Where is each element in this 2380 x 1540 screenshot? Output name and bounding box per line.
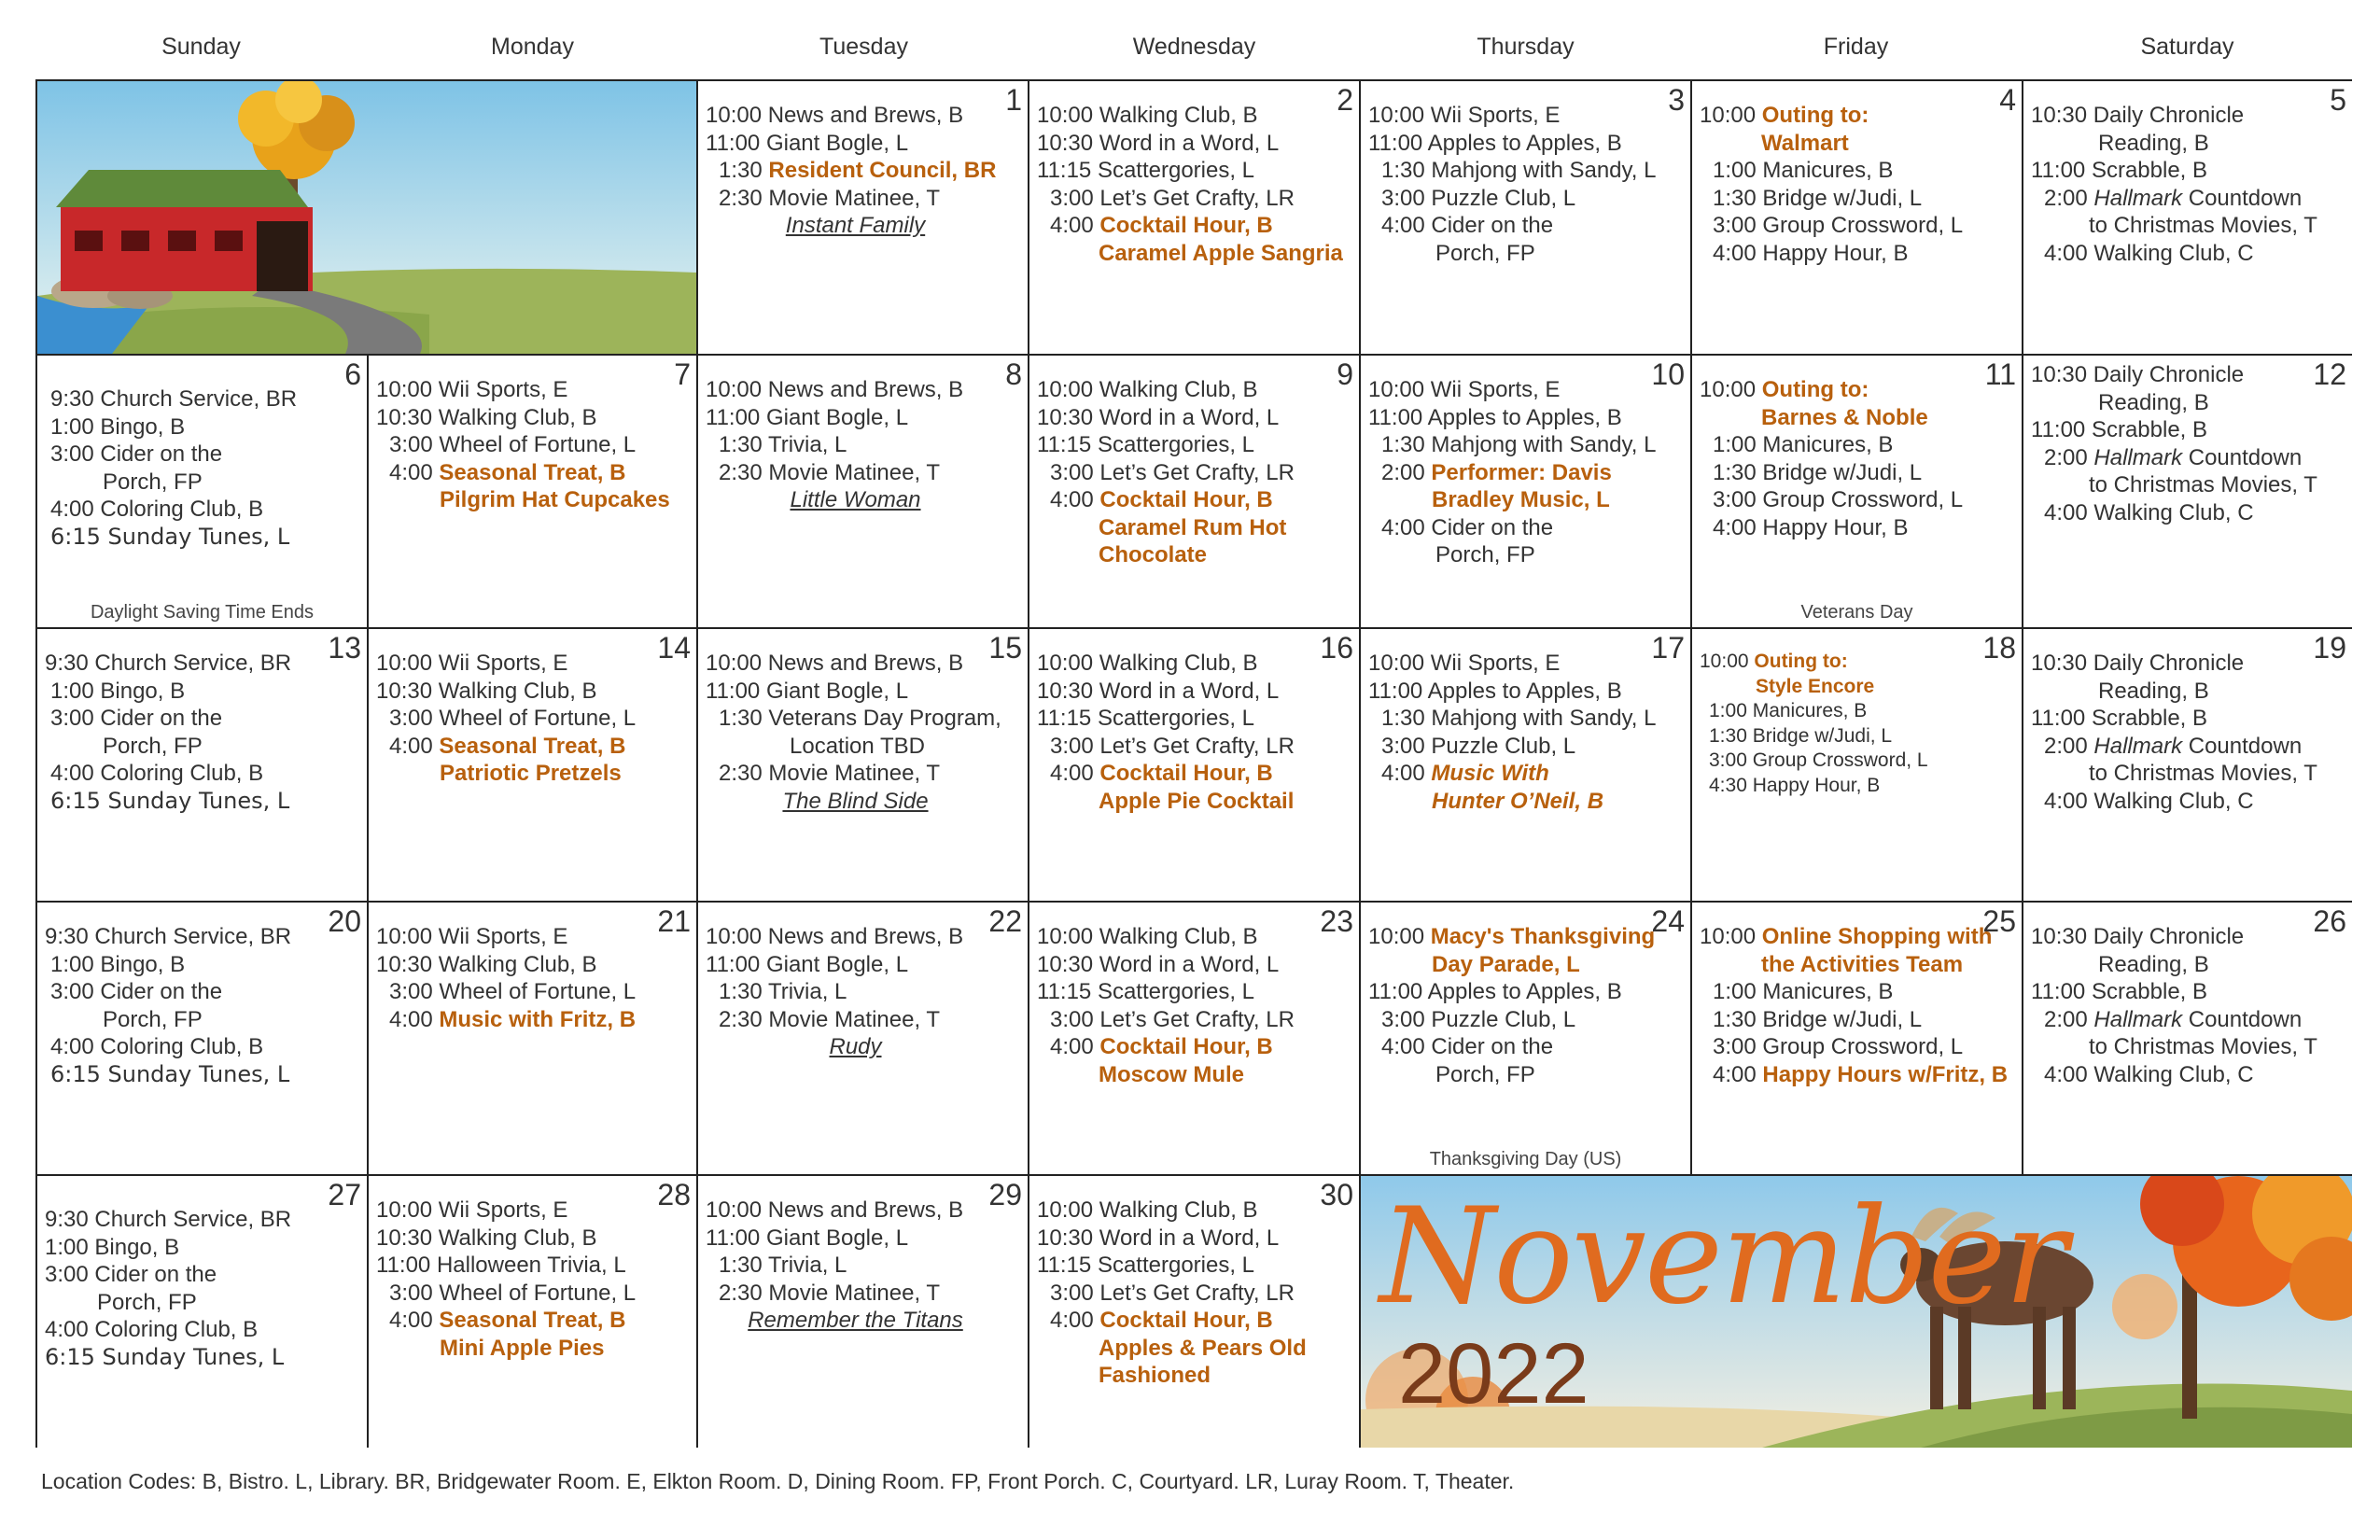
- dow-sunday: Sunday: [161, 34, 241, 60]
- event-line: 11:15 Scattergories, L: [1037, 979, 1255, 1004]
- day-number: 15: [988, 631, 1022, 665]
- movie-title: Little Woman: [790, 487, 921, 512]
- day-cell-28[interactable]: [369, 1176, 698, 1448]
- event-list: [1368, 376, 1687, 569]
- event-line: 4:00 Seasonal Treat, B: [389, 733, 626, 759]
- day-number: 21: [657, 904, 691, 938]
- event-line: 4:00 Cocktail Hour, B: [1050, 761, 1273, 786]
- event-list: [376, 1197, 693, 1362]
- event-line: 10:00 News and Brews, B: [706, 651, 964, 676]
- event-line: 11:00 Scrabble, B: [2031, 706, 2208, 731]
- event-list: [45, 650, 363, 815]
- day-number: 13: [328, 631, 361, 665]
- event-line: Apple Pie Cocktail: [1099, 788, 1295, 814]
- event-line: Style Encore: [1756, 675, 1875, 697]
- event-line: 3:00 Puzzle Club, L: [1381, 733, 1576, 759]
- event-line: 1:30 Bridge w/Judi, L: [1709, 724, 1893, 747]
- event-line: 4:00 Seasonal Treat, B: [389, 1308, 626, 1333]
- event-line: 2:00 Hallmark Countdown: [2044, 1006, 2303, 1032]
- event-line: 9:30 Church Service, BR: [45, 651, 292, 676]
- day-cell-17[interactable]: [1361, 629, 1692, 903]
- day-cell-1[interactable]: [698, 81, 1029, 356]
- event-line: to Christmas Movies, T: [2089, 761, 2317, 786]
- event-line: Day Parade, L: [1432, 951, 1580, 977]
- day-cell-12[interactable]: [2023, 356, 2352, 629]
- event-line: 1:30 Mahjong with Sandy, L: [1381, 158, 1657, 183]
- event-line: 2:00 Performer: Davis: [1381, 459, 1612, 485]
- event-line: 4:00 Happy Hours w/Fritz, B: [1713, 1061, 2009, 1087]
- event-line: 10:30 Daily Chronicle: [2031, 924, 2245, 949]
- event-line: 3:00 Cider on the: [50, 979, 223, 1004]
- event-line: 3:00 Puzzle Club, L: [1381, 185, 1576, 211]
- dow-saturday: Saturday: [2140, 34, 2234, 60]
- event-line: 10:30 Word in a Word, L: [1037, 951, 1280, 977]
- day-number: 5: [2330, 83, 2346, 117]
- event-line: 6:15 Sunday Tunes, L: [50, 787, 290, 814]
- day-cell-3[interactable]: [1361, 81, 1692, 356]
- day-number: 17: [1651, 631, 1685, 665]
- event-line: Hunter O’Neil, B: [1432, 788, 1604, 814]
- event-line: 1:30 Trivia, L: [719, 979, 847, 1004]
- event-list: [1037, 1197, 1355, 1390]
- event-line: 6:15 Sunday Tunes, L: [50, 523, 290, 550]
- event-line: 11:00 Apples to Apples, B: [1368, 404, 1622, 430]
- day-number: 18: [1982, 631, 2016, 665]
- event-list: [706, 102, 1024, 240]
- day-number: 8: [1005, 357, 1022, 391]
- event-line: 2:30 Movie Matinee, T: [719, 1006, 941, 1032]
- dow-tuesday: Tuesday: [819, 34, 908, 60]
- event-line: 3:00 Puzzle Club, L: [1381, 1006, 1576, 1032]
- covered-bridge-illustration: [37, 81, 698, 356]
- day-cell-10[interactable]: [1361, 356, 1692, 629]
- month-title: November: [1379, 1180, 2066, 1334]
- event-line: 4:00 Walking Club, C: [2044, 788, 2254, 814]
- event-line: 4:00 Cider on the: [1381, 514, 1554, 540]
- event-line: 4:00 Coloring Club, B: [45, 1317, 259, 1342]
- event-line: 1:00 Bingo, B: [50, 678, 186, 704]
- event-line: 10:30 Daily Chronicle: [2031, 103, 2245, 128]
- event-line: 11:00 Scrabble, B: [2031, 158, 2208, 183]
- event-line: 1:30 Trivia, L: [719, 1253, 847, 1278]
- event-line: 1:00 Manicures, B: [1709, 700, 1868, 721]
- day-cell-14[interactable]: [369, 629, 698, 903]
- event-line: 3:00 Group Crossword, L: [1709, 749, 1928, 771]
- event-line: 11:00 Scrabble, B: [2031, 979, 2208, 1004]
- event-line: 10:00 Wii Sports, E: [376, 377, 568, 402]
- day-number: 6: [344, 357, 361, 391]
- event-list: [45, 1206, 363, 1371]
- event-line: Porch, FP: [103, 1006, 203, 1032]
- event-line: 1:30 Mahjong with Sandy, L: [1381, 706, 1657, 731]
- event-line: Chocolate: [1099, 542, 1208, 567]
- event-line: Reading, B: [2098, 389, 2209, 415]
- event-list: [706, 650, 1024, 815]
- event-line: 4:00 Cider on the: [1381, 213, 1554, 238]
- event-line: 10:00 Wii Sports, E: [376, 924, 568, 949]
- event-line: 10:00 Wii Sports, E: [1368, 103, 1561, 128]
- event-line: 4:00 Seasonal Treat, B: [389, 459, 626, 485]
- event-line: Bradley Music, L: [1432, 487, 1610, 512]
- day-number: 10: [1651, 357, 1685, 391]
- day-cell-22[interactable]: [698, 903, 1029, 1176]
- event-line: 4:30 Happy Hour, B: [1709, 774, 1881, 796]
- event-line: 3:00 Let’s Get Crafty, LR: [1050, 459, 1295, 485]
- day-number: 22: [988, 904, 1022, 938]
- event-line: 10:00 Walking Club, B: [1037, 377, 1258, 402]
- day-number: 3: [1668, 83, 1685, 117]
- event-line: Reading, B: [2098, 951, 2209, 977]
- event-line: 3:00 Let’s Get Crafty, LR: [1050, 733, 1295, 759]
- event-line: 3:00 Group Crossword, L: [1713, 213, 1964, 238]
- event-line: Apples & Pears Old: [1099, 1335, 1307, 1361]
- event-line: to Christmas Movies, T: [2089, 213, 2317, 238]
- event-line: 10:30 Word in a Word, L: [1037, 1225, 1280, 1251]
- event-line: 10:30 Word in a Word, L: [1037, 130, 1280, 156]
- event-line: 2:00 Hallmark Countdown: [2044, 185, 2303, 211]
- event-list: [2031, 102, 2348, 267]
- event-line: 10:00 Wii Sports, E: [376, 651, 568, 676]
- day-cell-29[interactable]: [698, 1176, 1029, 1448]
- event-line: Porch, FP: [97, 1289, 197, 1315]
- event-line: 4:00 Cocktail Hour, B: [1050, 1034, 1273, 1059]
- day-cell-25[interactable]: [1692, 903, 2023, 1176]
- event-line: Location TBD: [790, 733, 925, 759]
- event-line: 1:30 Mahjong with Sandy, L: [1381, 432, 1657, 457]
- day-cell-16[interactable]: [1029, 629, 1361, 903]
- dow-thursday: Thursday: [1477, 34, 1575, 60]
- event-line: 9:30 Church Service, BR: [45, 1207, 292, 1232]
- event-line: Caramel Rum Hot: [1099, 514, 1287, 540]
- day-number: 27: [328, 1178, 361, 1211]
- event-line: 11:15 Scattergories, L: [1037, 1253, 1255, 1278]
- event-line: Barnes & Noble: [1761, 404, 1928, 430]
- day-cell-18[interactable]: [1692, 629, 2023, 903]
- event-line: 10:00 News and Brews, B: [706, 103, 964, 128]
- day-cell-27[interactable]: [37, 1176, 369, 1448]
- movie-title: Instant Family: [785, 213, 926, 238]
- event-line: 2:00 Hallmark Countdown: [2044, 444, 2303, 470]
- event-line: Caramel Apple Sangria: [1099, 240, 1343, 266]
- event-line: 4:00 Happy Hour, B: [1713, 240, 1909, 266]
- event-line: 1:00 Bingo, B: [50, 951, 186, 977]
- event-line: 3:00 Cider on the: [50, 441, 223, 467]
- event-line: 11:00 Halloween Trivia, L: [376, 1253, 626, 1278]
- event-line: Porch, FP: [1435, 542, 1535, 567]
- event-line: 10:00 Outing to:: [1700, 651, 1848, 672]
- event-line: 10:00 Outing to:: [1700, 103, 1869, 128]
- event-list: [376, 650, 693, 788]
- event-line: 4:00 Happy Hour, B: [1713, 514, 1909, 540]
- event-line: 4:00 Cocktail Hour, B: [1050, 1308, 1273, 1333]
- event-line: 2:30 Movie Matinee, T: [719, 761, 941, 786]
- event-line: 4:00 Music With: [1381, 761, 1549, 786]
- event-line: 1:30 Veterans Day Program,: [719, 706, 1001, 731]
- day-number: 16: [1320, 631, 1353, 665]
- day-cell-23[interactable]: [1029, 903, 1361, 1176]
- event-line: 2:30 Movie Matinee, T: [719, 1280, 941, 1306]
- event-line: 1:30 Trivia, L: [719, 432, 847, 457]
- day-cell-8[interactable]: [698, 356, 1029, 629]
- event-list: [45, 923, 363, 1088]
- day-number: 7: [674, 357, 691, 391]
- event-line: Moscow Mule: [1099, 1061, 1245, 1087]
- event-line: 10:30 Daily Chronicle: [2031, 651, 2245, 676]
- event-line: 3:00 Group Crossword, L: [1713, 1034, 1964, 1059]
- day-cell-5[interactable]: [2023, 81, 2352, 356]
- event-line: 11:00 Apples to Apples, B: [1368, 979, 1622, 1004]
- event-line: 1:00 Bingo, B: [45, 1234, 180, 1260]
- event-line: 10:00 Wii Sports, E: [1368, 651, 1561, 676]
- day-number: 9: [1337, 357, 1353, 391]
- event-line: 10:30 Walking Club, B: [376, 678, 597, 704]
- event-list: [45, 385, 363, 551]
- movie-title: Remember the Titans: [748, 1308, 963, 1333]
- event-line: 10:00 Wii Sports, E: [376, 1197, 568, 1223]
- day-cell-19[interactable]: [2023, 629, 2352, 903]
- event-list: [376, 923, 693, 1033]
- event-line: 10:30 Word in a Word, L: [1037, 404, 1280, 430]
- event-line: Mini Apple Pies: [440, 1335, 605, 1361]
- event-line: 1:30 Bridge w/Judi, L: [1713, 459, 1923, 485]
- event-line: Patriotic Pretzels: [440, 761, 622, 786]
- event-line: 11:00 Scrabble, B: [2031, 417, 2208, 442]
- event-line: to Christmas Movies, T: [2089, 1034, 2317, 1059]
- event-line: 3:00 Let’s Get Crafty, LR: [1050, 185, 1295, 211]
- event-line: 9:30 Church Service, BR: [45, 924, 292, 949]
- event-line: 1:00 Bingo, B: [50, 413, 186, 440]
- day-number: 26: [2313, 904, 2346, 938]
- event-line: 3:00 Wheel of Fortune, L: [389, 432, 637, 457]
- day-number: 29: [988, 1178, 1022, 1211]
- event-list: [1368, 923, 1687, 1088]
- day-number: 11: [1984, 357, 2016, 391]
- dow-monday: Monday: [491, 34, 574, 60]
- event-line: 3:00 Let’s Get Crafty, LR: [1050, 1006, 1295, 1032]
- event-line: 3:00 Group Crossword, L: [1713, 487, 1964, 512]
- day-number: 19: [2313, 631, 2346, 665]
- event-line: 11:15 Scattergories, L: [1037, 158, 1255, 183]
- holiday-note: Veterans Day: [1800, 602, 1913, 623]
- event-line: Porch, FP: [1435, 1061, 1535, 1087]
- dow-wednesday: Wednesday: [1132, 34, 1256, 60]
- event-line: Reading, B: [2098, 130, 2209, 156]
- event-line: 2:00 Hallmark Countdown: [2044, 733, 2303, 759]
- event-line: 11:15 Scattergories, L: [1037, 432, 1255, 457]
- day-number: 23: [1320, 904, 1353, 938]
- event-line: 11:00 Apples to Apples, B: [1368, 130, 1622, 156]
- event-list: [2031, 923, 2348, 1088]
- event-line: 11:00 Giant Bogle, L: [706, 951, 909, 977]
- event-list: [1700, 376, 2018, 541]
- day-cell-30[interactable]: [1029, 1176, 1361, 1448]
- event-line: 11:00 Giant Bogle, L: [706, 1225, 909, 1251]
- event-line: 10:00 Online Shopping with: [1700, 924, 1993, 949]
- event-line: Fashioned: [1099, 1363, 1211, 1388]
- event-list: [1037, 650, 1355, 815]
- day-number: 1: [1005, 83, 1022, 117]
- event-line: 3:00 Let’s Get Crafty, LR: [1050, 1280, 1295, 1306]
- event-line: 2:30 Movie Matinee, T: [719, 459, 941, 485]
- event-line: to Christmas Movies, T: [2089, 472, 2317, 497]
- event-line: 4:00 Walking Club, C: [2044, 1061, 2254, 1087]
- event-list: [706, 923, 1024, 1061]
- day-number: 28: [657, 1178, 691, 1211]
- event-line: 1:30 Bridge w/Judi, L: [1713, 185, 1923, 211]
- event-line: 11:00 Giant Bogle, L: [706, 404, 909, 430]
- day-number: 25: [1982, 904, 2016, 938]
- event-line: Porch, FP: [1435, 240, 1535, 266]
- year-title: 2022: [1398, 1326, 1589, 1421]
- event-line: 11:00 Giant Bogle, L: [706, 678, 909, 704]
- event-list: [1037, 102, 1355, 267]
- day-cell-4[interactable]: [1692, 81, 2023, 356]
- event-line: 1:00 Manicures, B: [1713, 158, 1894, 183]
- event-line: Porch, FP: [103, 733, 203, 759]
- event-line: 10:00 News and Brews, B: [706, 377, 964, 402]
- day-number: 24: [1651, 904, 1685, 938]
- event-line: 2:30 Movie Matinee, T: [719, 185, 941, 211]
- day-cell-13[interactable]: [37, 629, 369, 903]
- event-line: 4:00 Walking Club, C: [2044, 499, 2254, 525]
- event-line: 3:00 Wheel of Fortune, L: [389, 1280, 637, 1306]
- event-line: Pilgrim Hat Cupcakes: [440, 487, 670, 512]
- day-cell-11[interactable]: [1692, 356, 2023, 629]
- event-line: 3:00 Cider on the: [50, 706, 223, 731]
- event-list: [2031, 361, 2348, 526]
- event-list: [1037, 923, 1355, 1088]
- day-cell-15[interactable]: [698, 629, 1029, 903]
- event-line: 10:00 Wii Sports, E: [1368, 377, 1561, 402]
- event-list: [706, 376, 1024, 514]
- event-line: 1:00 Manicures, B: [1713, 432, 1894, 457]
- event-line: 10:00 Macy's Thanksgiving: [1368, 924, 1656, 949]
- event-line: Reading, B: [2098, 678, 2209, 704]
- event-line: the Activities Team: [1761, 951, 1964, 977]
- event-line: 10:30 Daily Chronicle: [2031, 362, 2245, 387]
- event-line: 11:00 Apples to Apples, B: [1368, 678, 1622, 704]
- event-line: 1:00 Manicures, B: [1713, 979, 1894, 1004]
- day-cell-6[interactable]: [37, 356, 369, 629]
- event-line: 10:00 News and Brews, B: [706, 924, 964, 949]
- event-list: [1368, 650, 1687, 815]
- event-line: 9:30 Church Service, BR: [50, 386, 298, 412]
- calendar-grid: [35, 79, 2352, 1448]
- movie-title: The Blind Side: [782, 788, 929, 814]
- day-number: 12: [2313, 357, 2346, 391]
- event-list: [1700, 923, 2018, 1088]
- event-line: Walmart: [1761, 130, 1849, 156]
- day-number: 14: [657, 631, 691, 665]
- event-line: 10:30 Walking Club, B: [376, 951, 597, 977]
- day-cell-26[interactable]: [2023, 903, 2352, 1176]
- event-line: 3:00 Wheel of Fortune, L: [389, 979, 637, 1004]
- month-banner: [1361, 1176, 2352, 1448]
- day-cell-21[interactable]: [369, 903, 698, 1176]
- event-line: 10:00 Walking Club, B: [1037, 103, 1258, 128]
- day-number: 30: [1320, 1178, 1353, 1211]
- event-line: Porch, FP: [103, 469, 203, 495]
- event-line: 4:00 Coloring Club, B: [50, 1034, 264, 1059]
- event-list: [1368, 102, 1687, 267]
- event-line: 1:30 Bridge w/Judi, L: [1713, 1006, 1923, 1032]
- event-line: 10:30 Walking Club, B: [376, 1225, 597, 1251]
- event-list: [376, 376, 693, 514]
- event-list: [706, 1197, 1024, 1335]
- event-list: [2031, 650, 2348, 815]
- event-line: 4:00 Cocktail Hour, B: [1050, 213, 1273, 238]
- event-line: 10:30 Walking Club, B: [376, 404, 597, 430]
- holiday-note: Thanksgiving Day (US): [1429, 1149, 1622, 1169]
- day-cell-20[interactable]: [37, 903, 369, 1176]
- event-line: 10:00 Walking Club, B: [1037, 1197, 1258, 1223]
- day-cell-7[interactable]: [369, 356, 698, 629]
- day-number: 2: [1337, 83, 1353, 117]
- day-cell-9[interactable]: [1029, 356, 1361, 629]
- event-line: 4:00 Walking Club, C: [2044, 240, 2254, 266]
- event-line: 6:15 Sunday Tunes, L: [45, 1343, 285, 1370]
- event-line: 3:00 Wheel of Fortune, L: [389, 706, 637, 731]
- dow-friday: Friday: [1823, 34, 1889, 60]
- day-cell-24[interactable]: [1361, 903, 1692, 1176]
- event-line: 3:00 Cider on the: [45, 1262, 217, 1287]
- event-line: 11:15 Scattergories, L: [1037, 706, 1255, 731]
- event-line: 4:00 Coloring Club, B: [50, 761, 264, 786]
- location-codes-legend: Location Codes: B, Bistro. L, Library. BR, Bridgewater Room. E, Elkton Room. D, Dining Room. FP, Front Porch. C, Courtyard. LR, Luray Room. T, Theater.: [41, 1469, 1515, 1493]
- holiday-note: Daylight Saving Time Ends: [90, 602, 314, 623]
- event-line: 11:00 Giant Bogle, L: [706, 130, 909, 156]
- day-number: 20: [328, 904, 361, 938]
- event-line: 10:00 Walking Club, B: [1037, 651, 1258, 676]
- day-number: 4: [1999, 83, 2016, 117]
- event-line: 10:30 Word in a Word, L: [1037, 678, 1280, 704]
- event-line: 4:00 Coloring Club, B: [50, 497, 264, 522]
- event-list: [1700, 650, 2018, 798]
- event-list: [1700, 102, 2018, 267]
- event-line: 4:00 Cocktail Hour, B: [1050, 487, 1273, 512]
- movie-title: Rudy: [829, 1034, 882, 1059]
- event-line: 10:00 News and Brews, B: [706, 1197, 964, 1223]
- event-line: 10:00 Outing to:: [1700, 377, 1869, 402]
- day-cell-2[interactable]: [1029, 81, 1361, 356]
- event-line: 1:30 Resident Council, BR: [719, 158, 997, 183]
- event-line: 10:00 Walking Club, B: [1037, 924, 1258, 949]
- event-line: 4:00 Cider on the: [1381, 1034, 1554, 1059]
- event-line: 4:00 Music with Fritz, B: [389, 1006, 637, 1032]
- event-line: 6:15 Sunday Tunes, L: [50, 1060, 290, 1087]
- event-list: [1037, 376, 1355, 569]
